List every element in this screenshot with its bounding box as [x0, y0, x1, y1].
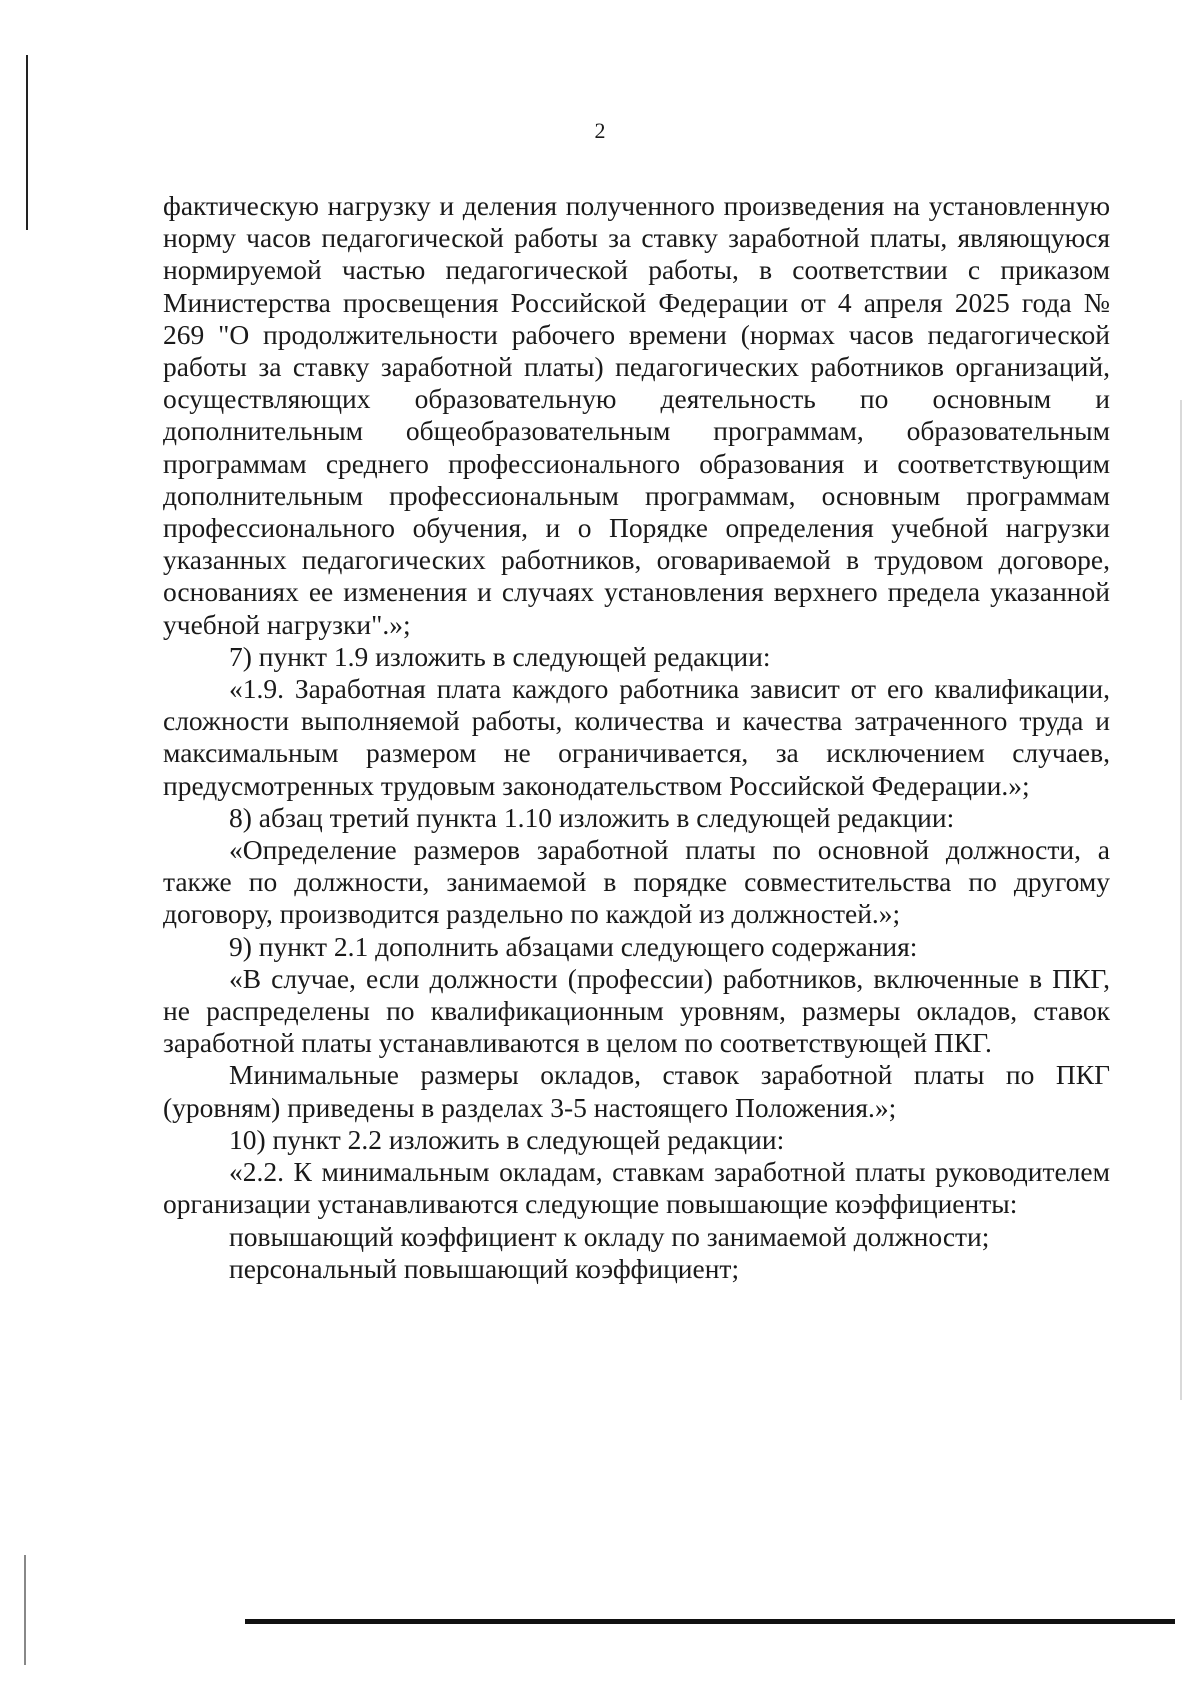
scan-artifact-bottom-bar: [245, 1619, 1175, 1624]
page-number: 2: [594, 118, 606, 143]
paragraph-item-8: 8) абзац третий пункта 1.10 изложить в следующей редакции:: [229, 801, 955, 833]
list-item-coefficient-personal: персональный повышающий коэффициент;: [229, 1252, 740, 1284]
paragraph-item-1-9-text: «1.9. Заработная плата каждого работника зависит от его квалификации, сложности выполняемой работы, количества и качества затраченного труда и максимальным размером не ограничивается, за исключением случаев, предусмотренных трудовым законодательством Российской Федерации.»;: [163, 673, 1110, 801]
paragraph-item-1-10-text: «Определение размеров заработной платы по основной должности, а также по должности, занимаемой в порядке совместительства по другому договору, производится раздельно по каждой из должностей.»;: [163, 834, 1110, 930]
paragraph-continuation: фактическую нагрузку и деления полученного произведения на установленную норму часов педагогической работы за ставку заработной платы, являющуюся нормируемой частью педагогической работы, в соответствии с приказом Министерства просвещения Российской Федерации от 4 апреля 2025 года № 269 "О продолжительности рабочего времени (нормах часов педагогической работы за ставку заработной платы) педагогических работников организаций, осуществляющих образовательную деятельность по основным и дополнительным общеобразовательным программам, образовательным программам среднего профессионального образования и соответствующим дополнительным профессиональным программам, основным программам профессионального обучения, и о Порядке определения учебной нагрузки указанных педагогических работников, оговариваемой в трудовом договоре, основаниях ее изменения и случаях установления верхнего предела указанной учебной нагрузки".»;: [163, 190, 1110, 640]
document-body: [163, 190, 1110, 1285]
scan-artifact-left-bottom: [24, 1555, 26, 1665]
paragraph-item-9: 9) пункт 2.1 дополнить абзацами следующего содержания:: [229, 930, 918, 962]
paragraph-item-10: 10) пункт 2.2 изложить в следующей редакции:: [229, 1123, 785, 1155]
paragraph-item-2-1-text-b: Минимальные размеры окладов, ставок заработной платы по ПКГ (уровням) приведены в разделах 3-5 настоящего Положения.»;: [163, 1059, 1110, 1123]
list-item-coefficient-position: повышающий коэффициент к окладу по занимаемой должности;: [229, 1220, 990, 1252]
paragraph-item-7: 7) пункт 1.9 изложить в следующей редакции:: [229, 640, 771, 672]
paragraph-item-2-1-text-a: «В случае, если должности (профессии) работников, включенные в ПКГ, не распределены по квалификационным уровням, размеры окладов, ставок заработной платы устанавливаются в целом по соответствующей ПКГ.: [163, 962, 1110, 1059]
paragraph-item-2-2-text: «2.2. К минимальным окладам, ставкам заработной платы руководителем организации устанавливаются следующие повышающие коэффициенты:: [163, 1156, 1110, 1220]
scan-artifact-right: [1180, 400, 1182, 1400]
